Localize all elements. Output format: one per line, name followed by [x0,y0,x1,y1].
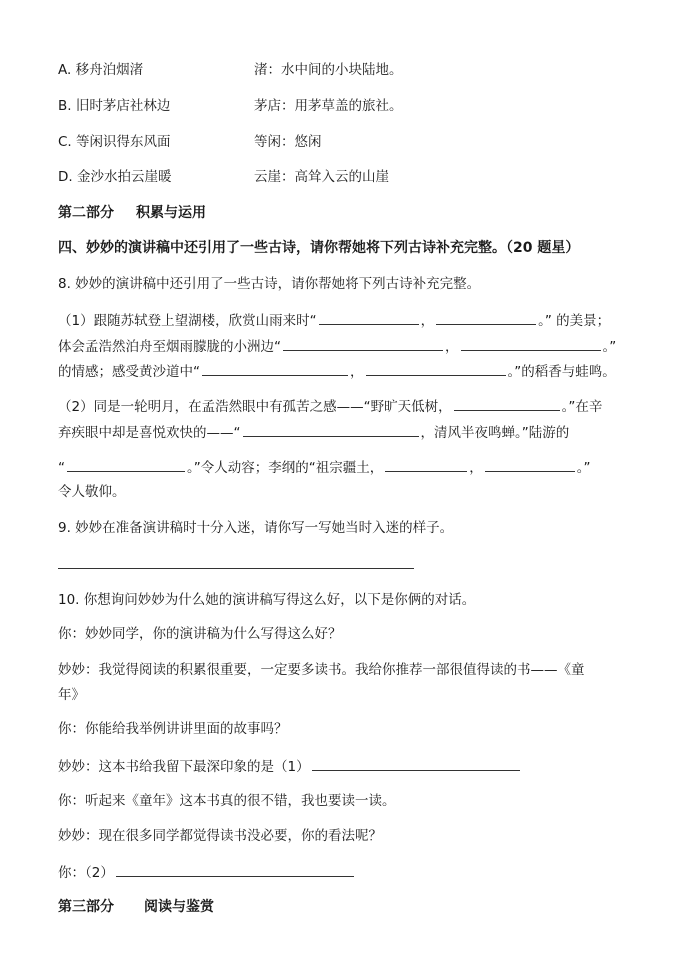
q10-dialog-1: 你：妙妙同学，你的演讲稿为什么写得这么好？ [58,626,342,642]
q10-dialog-4-text: 妙妙：这本书给我留下最深印象的是（1） [58,759,310,775]
answer-blank[interactable] [461,336,601,351]
answer-blank[interactable] [485,457,575,472]
option-c-text: C. 等闲识得东风面 [58,134,171,150]
part3-heading [58,897,214,917]
q8-p1-l3-text-c: 。”的稻香与蛙鸣。 [507,364,616,380]
answer-blank[interactable] [116,862,354,877]
answer-blank[interactable] [67,457,185,472]
q8-p2-line4: 令人敬仰。 [58,484,126,500]
answer-blank[interactable] [319,310,419,325]
q8-p2-line3 [58,457,591,478]
answer-blank[interactable] [385,457,467,472]
q8-p1-l2-text-c: 。” [602,339,617,355]
option-b-text: B. 旧时茅店社林边 [58,98,171,114]
q8-p1-l2-text-a: 体会孟浩然泊舟至烟雨朦胧的小洲边“ [58,339,281,355]
q8-p2-l3-text-c: ， [469,460,483,476]
q8-p2-l3-text-b: 。”令人动容；李纲的“祖宗疆土， [187,460,384,476]
option-a-text: A. 移舟泊烟渚 [58,62,144,78]
q8-p2-l3-text-a: “ [58,460,65,476]
q8-p1-l2-text-b: ， [445,339,459,355]
part3-label: 第三部分 [58,899,114,915]
q10-dialog-6: 妙妙：现在很多同学都觉得读书没必要，你的看法呢？ [58,828,382,844]
answer-blank[interactable] [243,422,419,437]
answer-blank[interactable] [366,361,506,376]
q8-p2-l2-text-b: ，清风半夜鸣蝉。”陆游的 [420,425,570,441]
q8-p1-l1-text-a: （1）跟随苏轼登上望湖楼，欣赏山雨来时“ [58,313,317,329]
q8-p1-l1-text-b: ， [420,313,435,329]
q10-dialog-2a: 妙妙：我觉得阅读的积累很重要，一定要多读书。我给你推荐一部很值得读的书——《童 [58,662,585,678]
q10-dialog-5: 你：听起来《童年》这本书真的很不错，我也要读一读。 [58,793,396,809]
q8-p1-line2 [58,336,616,357]
option-d-explanation: 云崖：高耸入云的山崖 [254,169,389,185]
q9-answer-line[interactable] [58,568,414,569]
q8-p1-line3 [58,361,616,382]
q10-dialog-3: 你：你能给我举例讲讲里面的故事吗？ [58,721,288,737]
part2-heading [58,203,206,223]
q8-p2-line1 [58,396,602,417]
option-d-text: D. 金沙水拍云崖暖 [58,169,172,185]
option-c-explanation: 等闲：悠闲 [254,134,322,150]
q10-dialog-4 [58,756,522,777]
q8-p2-l2-text-a: 弃疾眼中却是喜悦欢快的——“ [58,425,241,441]
answer-blank[interactable] [436,310,536,325]
q8-p2-line2 [58,422,569,443]
answer-blank[interactable] [202,361,348,376]
q10-dialog-2b: 年》 [58,687,85,703]
q8-p1-l3-text-b: ， [350,364,364,380]
part3-title: 阅读与鉴赏 [144,899,214,915]
q8-p2-l1-text-a: （2）同是一轮明月，在孟浩然眼中有孤苦之感——“野旷天低树， [58,399,452,415]
q10-dialog-7 [58,862,356,883]
part2-title: 积累与运用 [136,205,206,221]
q8-p1-l1-text-c: 。” 的美景； [538,313,611,329]
section4-title: 四、妙妙的演讲稿中还引用了一些古诗，请你帮她将下列古诗补充完整。（20 题星） [58,240,580,256]
answer-blank[interactable] [454,396,560,411]
answer-blank[interactable] [312,756,520,771]
q8-p2-l3-text-d: 。” [576,460,591,476]
q9-stem: 9. 妙妙在准备演讲稿时十分入迷，请你写一写她当时入迷的样子。 [58,520,454,536]
q8-p2-l1-text-b: 。”在辛 [561,399,603,415]
option-a-explanation: 渚：水中间的小块陆地。 [254,62,403,78]
q8-p1-line1 [58,310,610,331]
answer-blank[interactable] [283,336,443,351]
q10-dialog-7-text: 你：（2） [58,865,114,881]
q10-stem: 10. 你想询问妙妙为什么她的演讲稿写得这么好，以下是你俩的对话。 [58,592,476,608]
option-b-explanation: 茅店：用茅草盖的旅社。 [254,98,403,114]
q8-p1-l3-text-a: 的情感；感受黄沙道中“ [58,364,200,380]
q8-stem: 8. 妙妙的演讲稿中还引用了一些古诗，请你帮她将下列古诗补充完整。 [58,276,481,292]
part2-label: 第二部分 [58,205,114,221]
